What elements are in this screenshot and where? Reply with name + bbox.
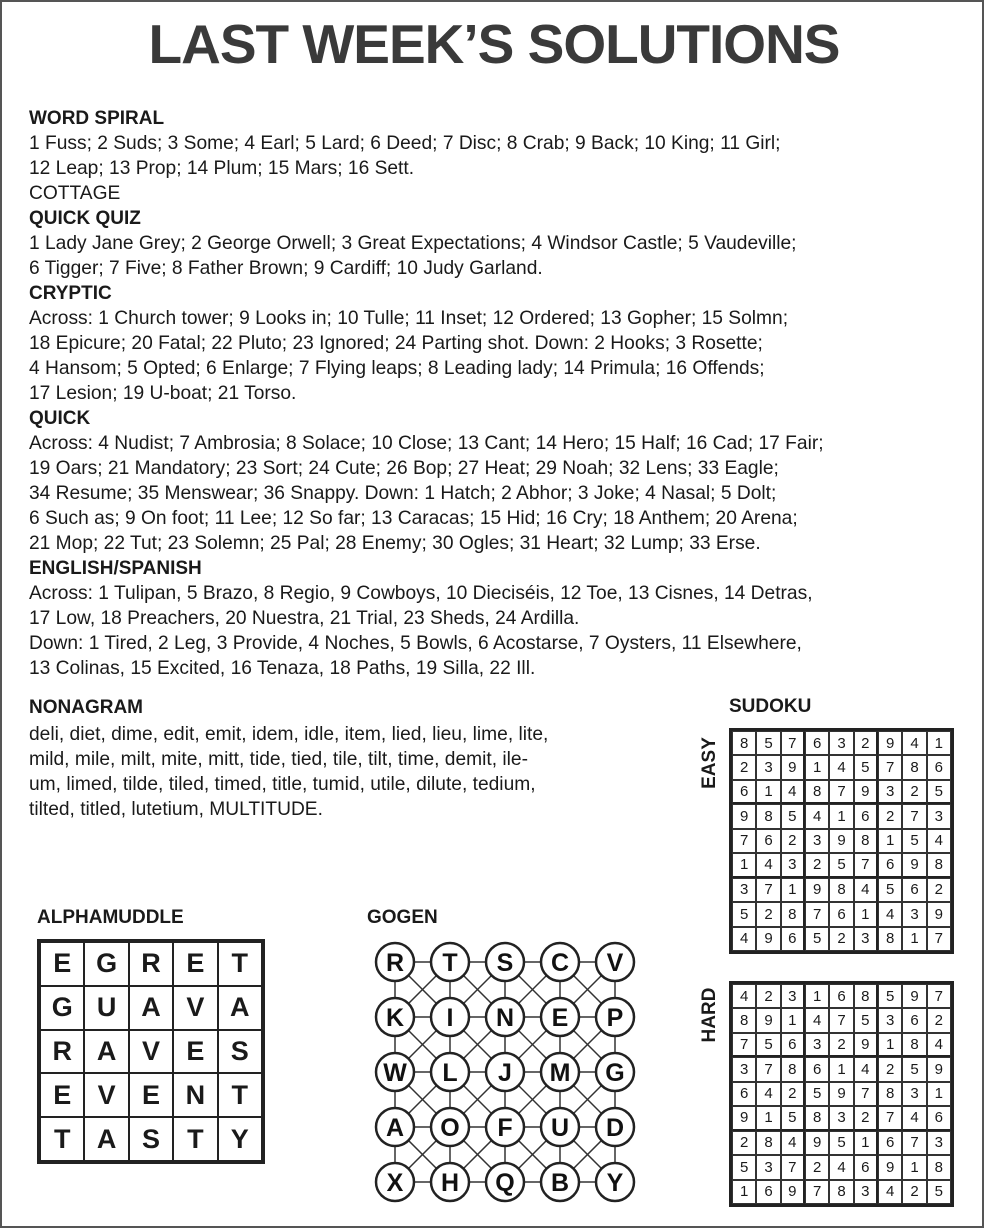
sudoku-cell: 7 [878, 755, 902, 779]
sudoku-cell: 2 [781, 829, 805, 853]
sudoku-cell: 5 [781, 804, 805, 828]
sudoku-cell: 3 [756, 1155, 780, 1179]
sudoku-cell: 9 [927, 1057, 951, 1081]
gogen-letter: B [550, 1169, 570, 1197]
sudoku-cell: 1 [902, 1155, 926, 1179]
nonagram-heading: NONAGRAM [29, 697, 143, 718]
sudoku-cell: 4 [732, 927, 756, 951]
section-line: Down: 1 Tired, 2 Leg, 3 Provide, 4 Noches, 5 Bowls, 6 Acostarse, 7 Oysters, 11 Elsewhere, [29, 633, 802, 654]
alphamuddle-cell: A [84, 1030, 128, 1074]
sudoku-cell: 5 [854, 755, 878, 779]
sudoku-cell: 3 [902, 902, 926, 926]
sudoku-cell: 4 [732, 984, 756, 1008]
sudoku-cell: 8 [829, 878, 853, 902]
gogen-grid [367, 934, 637, 1214]
sudoku-cell: 6 [854, 1155, 878, 1179]
sudoku-cell: 3 [805, 829, 829, 853]
sudoku-cell: 3 [829, 1106, 853, 1130]
alphamuddle-cell: Y [218, 1117, 262, 1161]
gogen-letter: M [549, 1059, 571, 1087]
alphamuddle-cell: R [40, 1030, 84, 1074]
sudoku-cell: 6 [878, 1131, 902, 1155]
gogen-letter: N [495, 1004, 515, 1032]
page-title: LAST WEEK’S SOLUTIONS [148, 13, 840, 75]
sudoku-cell: 4 [902, 731, 926, 755]
sudoku-cell: 9 [756, 927, 780, 951]
section-heading: ENGLISH/SPANISH [29, 558, 202, 579]
sudoku-cell: 8 [732, 731, 756, 755]
section-line: 34 Resume; 35 Menswear; 36 Snappy. Down: 1 Hatch; 2 Abhor; 3 Joke; 4 Nasal; 5 Dolt; [29, 483, 777, 504]
sudoku-cell: 5 [781, 1106, 805, 1130]
sudoku-cell: 1 [829, 804, 853, 828]
sudoku-cell: 6 [805, 1057, 829, 1081]
alphamuddle-cell: E [129, 1073, 173, 1117]
section-line: 4 Hansom; 5 Opted; 6 Enlarge; 7 Flying leaps; 8 Leading lady; 14 Primula; 16 Offends; [29, 358, 765, 379]
sudoku-cell: 1 [756, 1106, 780, 1130]
alphamuddle-cell: V [129, 1030, 173, 1074]
sudoku-cell: 3 [878, 1008, 902, 1032]
sudoku-cell: 4 [829, 1155, 853, 1179]
section-line: Across: 1 Tulipan, 5 Brazo, 8 Regio, 9 Cowboys, 10 Dieciséis, 12 Toe, 13 Cisnes, 14 Detras, [29, 583, 813, 604]
sudoku-cell: 7 [927, 927, 951, 951]
sudoku-cell: 3 [927, 804, 951, 828]
sudoku-cell: 2 [781, 1082, 805, 1106]
gogen-letter: S [496, 949, 514, 977]
nonagram-line: mild, mile, milt, mite, mitt, tide, tied, tile, tilt, time, demit, ile- [29, 749, 528, 770]
sudoku-cell: 2 [902, 780, 926, 804]
sudoku-cell: 6 [829, 902, 853, 926]
sudoku-cell: 5 [732, 1155, 756, 1179]
sudoku-cell: 5 [902, 1057, 926, 1081]
alphamuddle-cell: E [40, 942, 84, 986]
gogen-heading: GOGEN [367, 907, 438, 928]
sudoku-cell: 2 [805, 1155, 829, 1179]
alphamuddle-cell: T [218, 942, 262, 986]
gogen-letter: H [440, 1169, 460, 1197]
sudoku-cell: 9 [902, 984, 926, 1008]
alphamuddle-cell: E [173, 942, 217, 986]
sudoku-cell: 2 [927, 878, 951, 902]
sudoku-cell: 5 [878, 878, 902, 902]
sudoku-cell: 9 [805, 878, 829, 902]
alphamuddle-cell: A [218, 986, 262, 1030]
sudoku-cell: 3 [854, 1180, 878, 1204]
sudoku-cell: 7 [781, 1155, 805, 1179]
sudoku-cell: 6 [756, 1180, 780, 1204]
nonagram-line: deli, diet, dime, edit, emit, idem, idle, item, lied, lieu, lime, lite, [29, 724, 549, 745]
sudoku-cell: 5 [927, 1180, 951, 1204]
sudoku-heading: SUDOKU [729, 696, 812, 717]
sudoku-cell: 9 [756, 1008, 780, 1032]
sudoku-cell: 2 [756, 902, 780, 926]
section-line: Across: 4 Nudist; 7 Ambrosia; 8 Solace; 10 Close; 13 Cant; 14 Hero; 15 Half; 16 Cad; 17 Fair; [29, 433, 824, 454]
sudoku-easy-label: EASY [699, 737, 720, 789]
section-heading: WORD SPIRAL [29, 108, 165, 129]
gogen-letter: W [383, 1059, 407, 1087]
alphamuddle-cell: G [40, 986, 84, 1030]
sudoku-cell: 5 [829, 853, 853, 877]
sudoku-cell: 1 [902, 927, 926, 951]
sudoku-cell: 9 [829, 1082, 853, 1106]
sudoku-cell: 8 [902, 755, 926, 779]
sudoku-cell: 2 [854, 1106, 878, 1130]
sudoku-cell: 8 [829, 1180, 853, 1204]
sudoku-cell: 7 [732, 1033, 756, 1057]
sudoku-cell: 4 [781, 1131, 805, 1155]
sudoku-cell: 9 [829, 829, 853, 853]
section-line: 12 Leap; 13 Prop; 14 Plum; 15 Mars; 16 Sett. [29, 158, 415, 179]
sudoku-cell: 7 [829, 1008, 853, 1032]
sudoku-cell: 2 [732, 1131, 756, 1155]
sudoku-cell: 5 [829, 1131, 853, 1155]
sudoku-cell: 8 [902, 1033, 926, 1057]
sudoku-cell: 3 [902, 1082, 926, 1106]
sudoku-cell: 2 [829, 1033, 853, 1057]
sudoku-cell: 6 [781, 927, 805, 951]
alphamuddle-cell: V [84, 1073, 128, 1117]
sudoku-cell: 8 [756, 1131, 780, 1155]
alphamuddle-cell: N [173, 1073, 217, 1117]
sudoku-cell: 1 [927, 1082, 951, 1106]
gogen-letter: O [440, 1114, 460, 1142]
sudoku-cell: 7 [878, 1106, 902, 1130]
gogen-letter: U [550, 1114, 570, 1142]
sudoku-cell: 5 [805, 927, 829, 951]
section-heading: QUICK QUIZ [29, 208, 141, 229]
sudoku-cell: 7 [902, 1131, 926, 1155]
section-line: 6 Tigger; 7 Five; 8 Father Brown; 9 Cardiff; 10 Judy Garland. [29, 258, 543, 279]
sudoku-cell: 2 [829, 927, 853, 951]
sudoku-cell: 2 [854, 731, 878, 755]
section-line: 6 Such as; 9 On foot; 11 Lee; 12 So far; 13 Caracas; 15 Hid; 16 Cry; 18 Anthem; 20 Arena; [29, 508, 798, 529]
gogen-letter: C [550, 949, 570, 977]
sudoku-cell: 1 [781, 878, 805, 902]
sudoku-cell: 7 [781, 731, 805, 755]
sudoku-cell: 5 [732, 902, 756, 926]
gogen-letter: E [551, 1004, 569, 1032]
sudoku-cell: 4 [854, 1057, 878, 1081]
sudoku-cell: 7 [854, 853, 878, 877]
alphamuddle-cell: T [218, 1073, 262, 1117]
sudoku-cell: 1 [854, 902, 878, 926]
alphamuddle-cell: E [173, 1030, 217, 1074]
gogen-letter: X [386, 1169, 404, 1197]
sudoku-cell: 3 [805, 1033, 829, 1057]
sudoku-cell: 4 [781, 780, 805, 804]
sudoku-cell: 7 [805, 1180, 829, 1204]
sudoku-cell: 2 [732, 755, 756, 779]
sudoku-cell: 1 [878, 829, 902, 853]
sudoku-cell: 1 [829, 1057, 853, 1081]
section-line: 19 Oars; 21 Mandatory; 23 Sort; 24 Cute; 26 Bop; 27 Heat; 29 Noah; 32 Lens; 33 Eagle; [29, 458, 779, 479]
sudoku-cell: 8 [854, 829, 878, 853]
sudoku-cell: 4 [927, 1033, 951, 1057]
alphamuddle-heading: ALPHAMUDDLE [37, 907, 184, 928]
sudoku-cell: 5 [805, 1082, 829, 1106]
sudoku-cell: 8 [927, 1155, 951, 1179]
section-line: 18 Epicure; 20 Fatal; 22 Pluto; 23 Ignored; 24 Parting shot. Down: 2 Hooks; 3 Rosette; [29, 333, 763, 354]
sudoku-cell: 4 [878, 1180, 902, 1204]
sudoku-cell: 5 [756, 731, 780, 755]
nonagram-solution [29, 722, 669, 822]
sudoku-cell: 4 [756, 1082, 780, 1106]
sudoku-cell: 8 [805, 1106, 829, 1130]
alphamuddle-cell: S [218, 1030, 262, 1074]
sudoku-cell: 9 [854, 1033, 878, 1057]
gogen-letter: Y [606, 1169, 624, 1197]
sudoku-cell: 8 [854, 984, 878, 1008]
gogen-letter: R [385, 949, 405, 977]
section-line: 21 Mop; 22 Tut; 23 Solemn; 25 Pal; 28 Enemy; 30 Ogles; 31 Heart; 32 Lump; 33 Erse. [29, 533, 761, 554]
sudoku-cell: 6 [927, 1106, 951, 1130]
sudoku-cell: 8 [781, 1057, 805, 1081]
sudoku-cell: 4 [902, 1106, 926, 1130]
sudoku-cell: 8 [732, 1008, 756, 1032]
sudoku-cell: 1 [878, 1033, 902, 1057]
gogen-letter: P [606, 1004, 624, 1032]
sudoku-cell: 7 [756, 878, 780, 902]
sudoku-cell: 8 [927, 853, 951, 877]
sudoku-cell: 6 [732, 1082, 756, 1106]
sudoku-cell: 3 [732, 878, 756, 902]
section-line: Across: 1 Church tower; 9 Looks in; 10 Tulle; 11 Inset; 12 Ordered; 13 Gopher; 15 Solmn; [29, 308, 789, 329]
sudoku-cell: 2 [878, 1057, 902, 1081]
sudoku-cell: 2 [878, 804, 902, 828]
section-line: 1 Fuss; 2 Suds; 3 Some; 4 Earl; 5 Lard; 6 Deed; 7 Disc; 8 Crab; 9 Back; 10 King; 11 Girl; [29, 133, 781, 154]
sudoku-cell: 8 [756, 804, 780, 828]
sudoku-cell: 6 [854, 804, 878, 828]
alphamuddle-cell: V [173, 986, 217, 1030]
sudoku-cell: 3 [732, 1057, 756, 1081]
sudoku-cell: 2 [756, 984, 780, 1008]
gogen-letter: D [605, 1114, 625, 1142]
sudoku-cell: 1 [781, 1008, 805, 1032]
gogen-letter: T [442, 949, 458, 977]
sudoku-cell: 6 [781, 1033, 805, 1057]
sudoku-cell: 6 [756, 829, 780, 853]
gogen-letter: K [385, 1004, 405, 1032]
sudoku-cell: 5 [756, 1033, 780, 1057]
sudoku-hard-grid [729, 981, 954, 1207]
alphamuddle-cell: A [129, 986, 173, 1030]
alphamuddle-cell: A [84, 1117, 128, 1161]
nonagram-line: um, limed, tilde, tiled, timed, title, tumid, utile, dilute, tedium, [29, 774, 536, 795]
sudoku-cell: 3 [756, 755, 780, 779]
sudoku-cell: 6 [829, 984, 853, 1008]
sudoku-cell: 2 [805, 853, 829, 877]
sudoku-cell: 3 [878, 780, 902, 804]
sudoku-cell: 7 [732, 829, 756, 853]
sudoku-cell: 8 [878, 927, 902, 951]
sudoku-cell: 3 [781, 853, 805, 877]
section-line: COTTAGE [29, 183, 121, 204]
sudoku-cell: 9 [781, 755, 805, 779]
sudoku-cell: 9 [878, 731, 902, 755]
sudoku-cell: 1 [732, 853, 756, 877]
gogen-letter: Q [495, 1169, 515, 1197]
sudoku-cell: 4 [854, 878, 878, 902]
sudoku-cell: 9 [732, 804, 756, 828]
alphamuddle-cell: G [84, 942, 128, 986]
sudoku-cell: 9 [732, 1106, 756, 1130]
gogen-letter: A [385, 1114, 405, 1142]
sudoku-cell: 4 [805, 804, 829, 828]
sudoku-cell: 7 [854, 1082, 878, 1106]
gogen-letter: G [605, 1059, 625, 1087]
sudoku-cell: 9 [902, 853, 926, 877]
alphamuddle-grid [37, 939, 265, 1164]
sudoku-cell: 6 [878, 853, 902, 877]
section-heading: QUICK [29, 408, 91, 429]
nonagram-line: tilted, titled, lutetium, MULTITUDE. [29, 799, 323, 820]
sudoku-cell: 9 [927, 902, 951, 926]
section-line: 17 Lesion; 19 U-boat; 21 Torso. [29, 383, 297, 404]
sudoku-cell: 3 [854, 927, 878, 951]
gogen-letter: L [442, 1059, 458, 1087]
sudoku-cell: 3 [781, 984, 805, 1008]
alphamuddle-cell: E [40, 1073, 84, 1117]
sudoku-cell: 1 [732, 1180, 756, 1204]
section-heading: CRYPTIC [29, 283, 112, 304]
alphamuddle-cell: T [173, 1117, 217, 1161]
sudoku-cell: 2 [902, 1180, 926, 1204]
sudoku-cell: 1 [756, 780, 780, 804]
sudoku-cell: 9 [805, 1131, 829, 1155]
gogen-letter: I [446, 1004, 454, 1032]
sudoku-cell: 5 [902, 829, 926, 853]
sudoku-cell: 4 [878, 902, 902, 926]
gogen-letter: J [498, 1059, 512, 1087]
sudoku-cell: 6 [805, 731, 829, 755]
sudoku-cell: 3 [829, 731, 853, 755]
sudoku-cell: 4 [756, 853, 780, 877]
sudoku-cell: 1 [805, 984, 829, 1008]
sudoku-cell: 7 [829, 780, 853, 804]
sudoku-cell: 9 [854, 780, 878, 804]
alphamuddle-cell: U [84, 986, 128, 1030]
solutions-text-block [29, 106, 964, 681]
sudoku-cell: 7 [927, 984, 951, 1008]
sudoku-cell: 7 [902, 804, 926, 828]
section-line: 1 Lady Jane Grey; 2 George Orwell; 3 Great Expectations; 4 Windsor Castle; 5 Vaudeville; [29, 233, 797, 254]
sudoku-hard-label: HARD [699, 987, 720, 1043]
sudoku-cell: 1 [805, 755, 829, 779]
sudoku-cell: 8 [878, 1082, 902, 1106]
sudoku-cell: 2 [927, 1008, 951, 1032]
sudoku-cell: 5 [854, 1008, 878, 1032]
sudoku-cell: 4 [829, 755, 853, 779]
sudoku-cell: 4 [927, 829, 951, 853]
sudoku-cell: 4 [805, 1008, 829, 1032]
sudoku-cell: 9 [781, 1180, 805, 1204]
sudoku-cell: 7 [805, 902, 829, 926]
sudoku-cell: 6 [902, 1008, 926, 1032]
sudoku-cell: 3 [927, 1131, 951, 1155]
sudoku-cell: 6 [902, 878, 926, 902]
gogen-letter: F [497, 1114, 513, 1142]
sudoku-cell: 6 [732, 780, 756, 804]
sudoku-cell: 8 [781, 902, 805, 926]
alphamuddle-cell: S [129, 1117, 173, 1161]
alphamuddle-cell: R [129, 942, 173, 986]
sudoku-cell: 1 [927, 731, 951, 755]
sudoku-cell: 7 [756, 1057, 780, 1081]
sudoku-easy-grid [729, 728, 954, 954]
sudoku-cell: 8 [805, 780, 829, 804]
sudoku-cell: 5 [927, 780, 951, 804]
section-line: 17 Low, 18 Preachers, 20 Nuestra, 21 Trial, 23 Sheds, 24 Ardilla. [29, 608, 580, 629]
gogen-letter: V [606, 949, 624, 977]
sudoku-cell: 6 [927, 755, 951, 779]
alphamuddle-cell: T [40, 1117, 84, 1161]
section-line: 13 Colinas, 15 Excited, 16 Tenaza, 18 Paths, 19 Silla, 22 Ill. [29, 658, 536, 679]
sudoku-cell: 5 [878, 984, 902, 1008]
sudoku-cell: 1 [854, 1131, 878, 1155]
sudoku-cell: 9 [878, 1155, 902, 1179]
